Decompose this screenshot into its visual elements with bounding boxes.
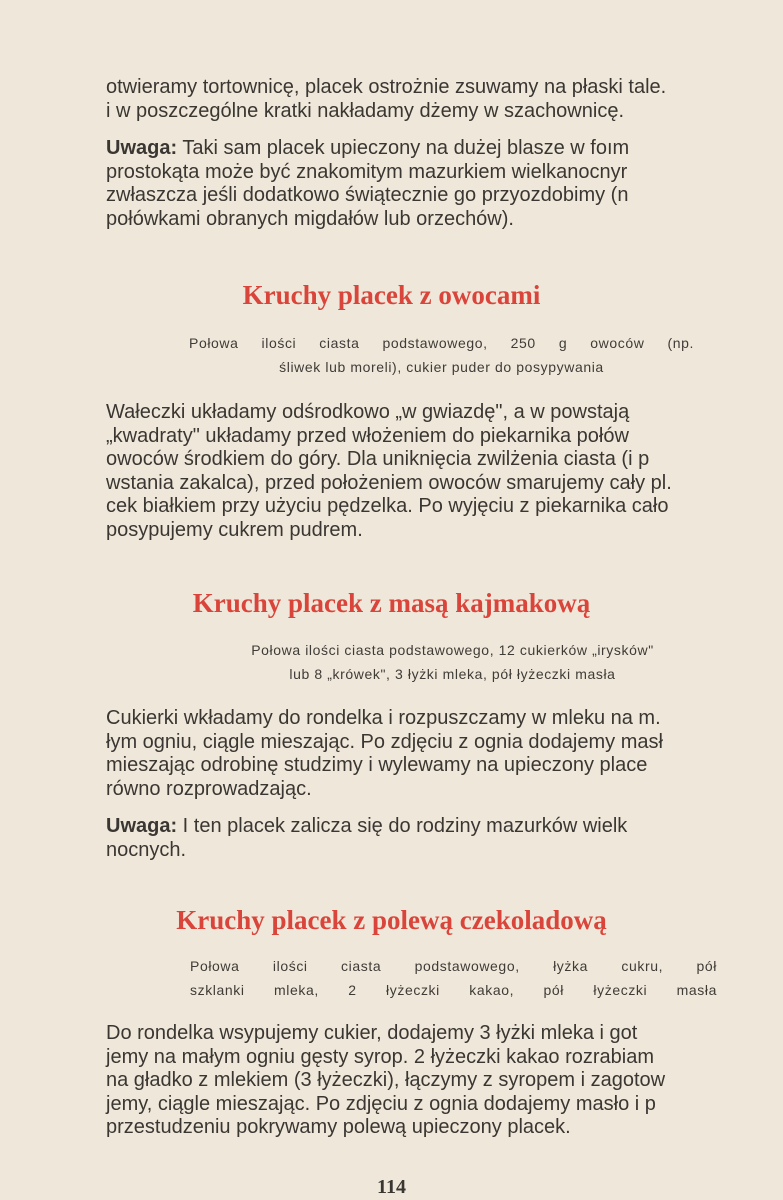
text-line: zwłaszcza jeśli dodatkowo świątecznie go przyozdobimy (n — [106, 184, 629, 206]
text-line: Wałeczki układamy odśrodkowo „w gwiazdę", a w powstają — [106, 401, 630, 423]
page-number: 114 — [377, 1176, 406, 1198]
text-line: lub 8 „krówek", 3 łyżki mleka, pół łyżeczki masła — [289, 666, 616, 682]
recipe-title: Kruchy placek z owocami — [242, 280, 541, 310]
text-line: jemy na małym ogniu gęsty syrop. 2 łyżeczki kakao rozrabiam — [106, 1045, 654, 1068]
text-line: Do rondelka wsypujemy cukier, dodajemy 3 łyżki mleka i got — [106, 1022, 638, 1044]
text-line: owoców środkiem do góry. Dla uniknięcia zwilżenia ciasta (i p — [106, 448, 650, 470]
text-line: I ten placek zalicza się do rodziny mazurków wielk — [177, 815, 628, 837]
text-line: „kwadraty" układamy przed włożeniem do piekarnika połów — [106, 424, 629, 447]
note-label: Uwaga: — [106, 137, 178, 159]
note-paragraph — [106, 815, 783, 862]
text-line: otwieramy tortownicę, placek ostrożnie zsuwamy na płaski tale. — [106, 76, 667, 98]
intro-paragraph — [106, 76, 783, 123]
text-line: cek białkiem przy użyciu pędzelka. Po wyjęciu z piekarnika cało — [106, 495, 669, 517]
recipe-body — [106, 401, 783, 542]
text-line: jemy, ciągle mieszając. Po zdjęciu z ognia dodajemy masło i p — [106, 1092, 656, 1115]
text-line: śliwek lub moreli), cukier puder do posypywania — [279, 359, 604, 375]
text-line: prostokąta może być znakomitym mazurkiem wielkanocnyr — [106, 160, 628, 183]
recipe-body — [106, 1022, 783, 1140]
text-line: równo rozprowadzając. — [106, 777, 312, 800]
text-line: Cukierki wkładamy do rondelka i rozpuszczamy w mleku na m. — [106, 707, 661, 729]
text-line: posypujemy cukrem pudrem. — [106, 518, 363, 541]
text-line: Połowa ilości ciasta podstawowego, łyżka cukru, pół — [190, 958, 717, 974]
text-line: Połowa ilości ciasta podstawowego, 250 g owoców (np. — [189, 335, 694, 351]
note-paragraph — [106, 137, 783, 231]
ingredients-list — [190, 954, 717, 1002]
text-line: Połowa ilości ciasta podstawowego, 12 cukierków „irysków" — [251, 642, 654, 658]
text-line: na gładko z mlekiem (3 łyżeczki), łączymy z syropem i zagotow — [106, 1069, 666, 1091]
note-label: Uwaga: — [106, 815, 178, 837]
text-line: wstania zakalca), przed położeniem owoców smarujemy cały pl. — [106, 471, 672, 494]
text-line: połówkami obranych migdałów lub orzechów). — [106, 207, 514, 230]
ingredients-list — [180, 638, 725, 686]
recipe-title: Kruchy placek z masą kajmakową — [192, 588, 591, 618]
text-line: Taki sam placek upieczony na dużej blasze w foım — [177, 137, 630, 159]
text-line: szklanki mleka, 2 łyżeczki kakao, pół łyżeczki masła — [190, 982, 717, 998]
ingredients-list — [189, 331, 694, 379]
recipe-body — [106, 707, 783, 801]
text-line: łym ogniu, ciągle mieszając. Po zdjęciu z ognia dodajemy masł — [106, 730, 663, 753]
text-line: nocnych. — [106, 838, 187, 861]
text-line: przestudzeniu pokrywamy polewą upieczony placek. — [106, 1116, 571, 1138]
text-line: i w poszczególne kratki nakładamy dżemy w szachownicę. — [106, 99, 624, 122]
recipe-title: Kruchy placek z polewą czekoladową — [176, 905, 607, 935]
text-line: mieszając odrobinę studzimy i wylewamy na upieczony place — [106, 754, 648, 776]
